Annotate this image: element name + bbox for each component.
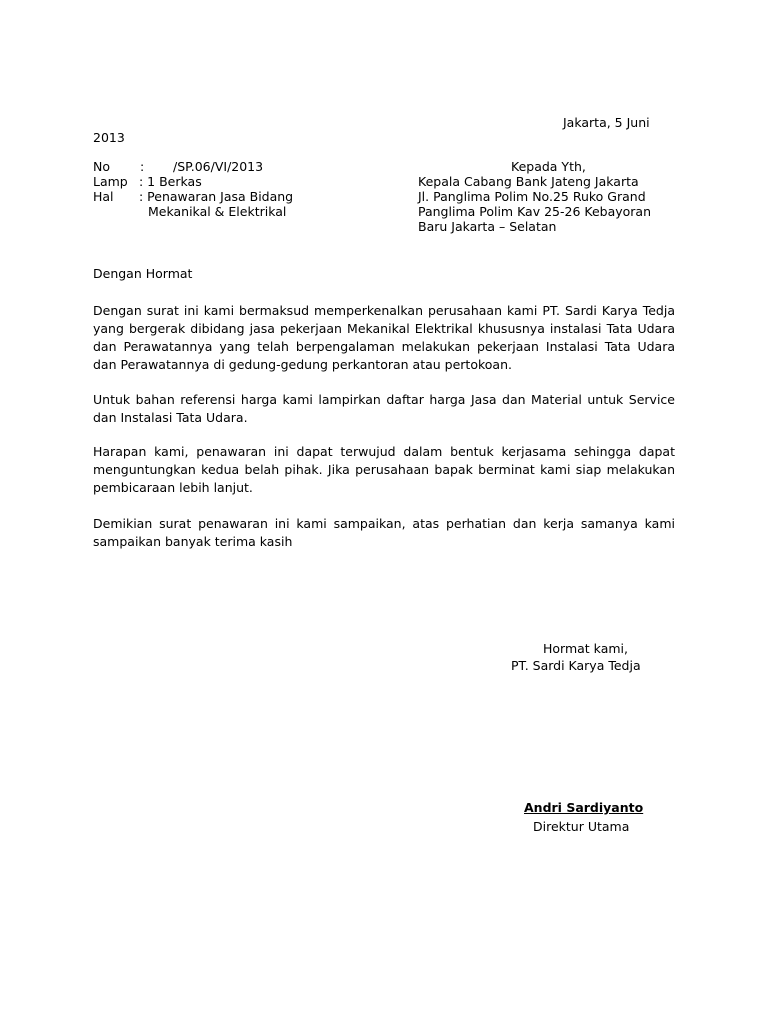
body-paragraph: Dengan surat ini kami bermaksud memperkenalkan perusahaan kami PT. Sardi Karya Tedja yang bergerak dibidang jasa pekerjaan Mekanikal Elektrikal khususnya instalasi Tata Udara dan Perawatannya yang telah berpengalaman melakukan pekerjaan Instalasi Tata Udara dan Perawatannya di gedung-gedung perkantoran atau pertokoan.: [93, 303, 675, 372]
recipient-salutation: Kepada Yth,: [511, 159, 586, 174]
recipient-line: Baru Jakarta – Selatan: [418, 219, 557, 234]
recipient-line: Jl. Panglima Polim No.25 Ruko Grand: [418, 189, 646, 204]
meta-lamp-value: : 1 Berkas: [139, 174, 202, 189]
closing-company: PT. Sardi Karya Tedja: [511, 658, 641, 673]
meta-no-label: No: [93, 159, 110, 174]
date-line: Jakarta, 5 Juni: [563, 115, 650, 130]
meta-no-value: /SP.06/VI/2013: [173, 159, 264, 174]
recipient-line: Panglima Polim Kav 25-26 Kebayoran: [418, 204, 652, 219]
meta-no-colon: :: [140, 159, 145, 174]
meta-hal-label: Hal: [93, 189, 114, 204]
signer-title: Direktur Utama: [533, 819, 630, 834]
greeting: Dengan Hormat: [93, 266, 193, 281]
body-paragraph: Untuk bahan referensi harga kami lampirkan daftar harga Jasa dan Material untuk Service dan Instalasi Tata Udara.: [93, 392, 675, 425]
meta-lamp-label: Lamp: [93, 174, 128, 189]
closing-greeting: Hormat kami,: [543, 641, 628, 656]
meta-hal-value-2: Mekanikal & Elektrikal: [148, 204, 287, 219]
signer-name: Andri Sardiyanto: [524, 800, 644, 815]
recipient-line: Kepala Cabang Bank Jateng Jakarta: [418, 174, 639, 189]
body-paragraph: Demikian surat penawaran ini kami sampaikan, atas perhatian dan kerja samanya kami sampaikan banyak terima kasih: [93, 516, 675, 549]
body-paragraph: Harapan kami, penawaran ini dapat terwujud dalam bentuk kerjasama sehingga dapat menguntungkan kedua belah pihak. Jika perusahaan bapak berminat kami siap melakukan pembicaraan lebih lanjut.: [93, 444, 675, 495]
date-year: 2013: [93, 130, 125, 145]
meta-hal-value: : Penawaran Jasa Bidang: [139, 189, 294, 204]
